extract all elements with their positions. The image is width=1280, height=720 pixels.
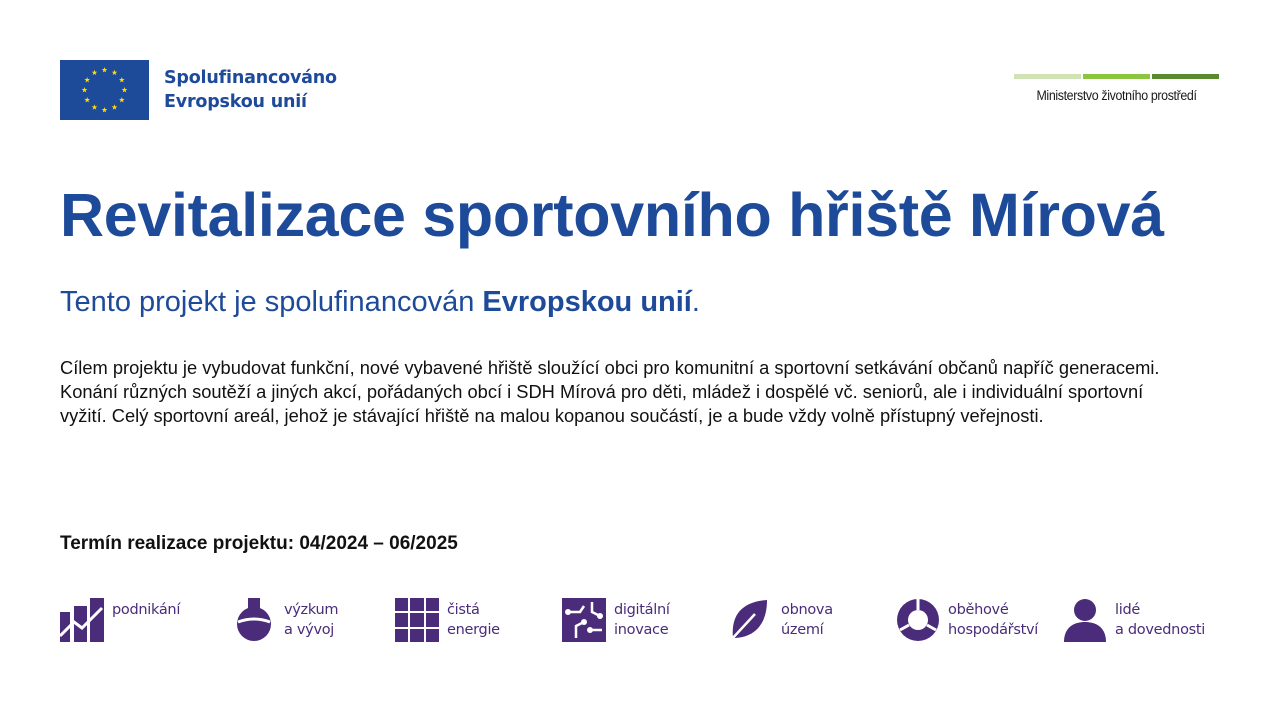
theme-label-line: čistá <box>447 602 480 618</box>
theme-label-line: podnikání <box>112 602 181 618</box>
theme-obehove-hospodarstvi <box>896 598 1038 642</box>
theme-label-digitalni-inovace <box>614 600 670 640</box>
cofinancing-statement <box>60 286 700 319</box>
eu-logo-line1: Spolufinancováno <box>164 68 337 88</box>
ministry-logo <box>1014 74 1219 103</box>
theme-label-obnova-uzemi <box>781 600 833 640</box>
eu-logo-text <box>164 66 337 114</box>
circuit-icon <box>562 598 606 642</box>
theme-label-cista-energie <box>447 600 500 640</box>
person-icon <box>1063 598 1107 642</box>
theme-digitalni-inovace <box>562 598 670 642</box>
cofinancing-bold: Evropskou unií <box>482 286 692 318</box>
theme-label-line: digitální <box>614 602 670 618</box>
theme-obnova-uzemi <box>729 598 833 642</box>
theme-icons-row <box>60 598 1220 646</box>
theme-label-lide-dovednosti <box>1115 600 1205 640</box>
theme-label-line: hospodářství <box>948 622 1038 638</box>
ministry-bar-medium <box>1083 74 1150 79</box>
theme-label-line: a vývoj <box>284 622 335 638</box>
eu-logo-line2: Evropskou unií <box>164 92 307 112</box>
theme-label-line: výzkum <box>284 602 339 618</box>
theme-label-line: území <box>781 622 824 638</box>
theme-vyzkum <box>232 598 338 642</box>
project-term: Termín realizace projektu: 04/2024 – 06/2025 <box>60 533 458 554</box>
theme-label-line: obnova <box>781 602 833 618</box>
flask-icon <box>232 598 276 642</box>
theme-label-line: inovace <box>614 622 669 638</box>
theme-label-line: a dovednosti <box>1115 622 1206 638</box>
theme-label-line: oběhové <box>948 602 1009 618</box>
page-title: Revitalizace sportovního hřiště Mírová <box>60 181 1164 249</box>
theme-lide-dovednosti <box>1063 598 1205 642</box>
theme-label-line: energie <box>447 622 500 638</box>
theme-podnikani <box>60 598 180 642</box>
theme-label-line: lidé <box>1115 602 1140 618</box>
eu-flag-icon <box>60 60 149 120</box>
eu-cofinancing-logo <box>60 60 337 120</box>
leaf-icon <box>729 598 773 642</box>
cofinancing-prefix: Tento projekt je spolufinancován <box>60 286 483 318</box>
ministry-color-bars <box>1014 74 1219 79</box>
ministry-bar-dark <box>1152 74 1219 79</box>
theme-label-obehove-hospodarstvi <box>948 600 1038 640</box>
theme-label-podnikani <box>112 600 180 620</box>
project-description: Cílem projektu je vybudovat funkční, nové vybavené hřiště sloužící obci pro komunitní a sportovní setkávání občanů napříč generacemi. Konání různých soutěží a jiných akcí, pořádaných obcí i SDH Mírová pro děti, mládež i dospělé vč. seniorů, ale i individuální sportovní vyžití. Celý sportovní areál, jehož je stávající hřiště na malou kopanou součástí, je a bude vždy volně přístupný veřejnosti. <box>60 357 1160 426</box>
ministry-bar-light <box>1014 74 1081 79</box>
ministry-name: Ministerstvo životního prostředí <box>1036 88 1197 103</box>
bar-chart-icon <box>60 598 104 642</box>
cofinancing-suffix: . <box>691 286 700 318</box>
grid-icon <box>395 598 439 642</box>
theme-label-vyzkum <box>284 600 338 640</box>
cycle-icon <box>896 598 940 642</box>
theme-cista-energie <box>395 598 500 642</box>
